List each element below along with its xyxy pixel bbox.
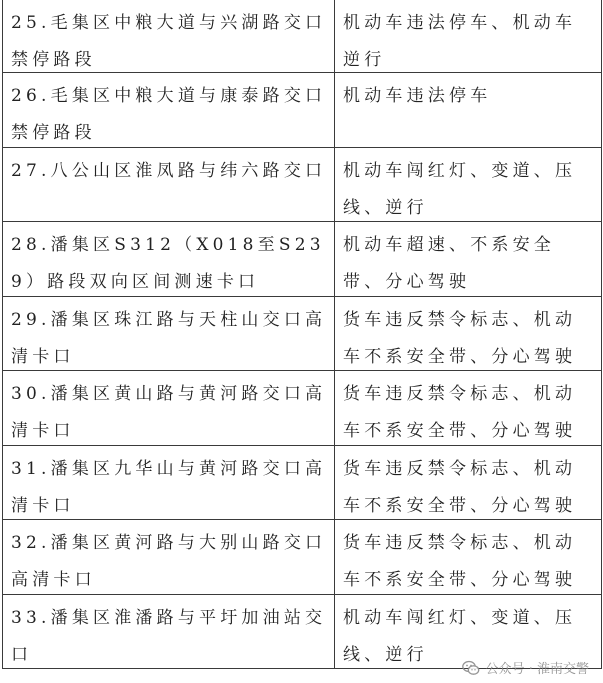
table-row [3,371,601,446]
violation-cell: 货车违反禁令标志、机动车不系安全带、分心驾驶 [343,533,577,590]
wechat-watermark [462,658,589,677]
location-cell: 25.毛集区中粮大道与兴湖路交口禁停路段 [3,0,335,72]
violation-cell: 货车违反禁令标志、机动车不系安全带、分心驾驶 [343,458,577,516]
violation-cell: 机动车违法停车、机动车逆行 [343,12,577,70]
location-cell: 31.潘集区九华山与黄河路交口高清卡口 [3,446,335,520]
location-cell: 26.毛集区中粮大道与康泰路交口禁停路段 [3,73,335,147]
table-row [3,222,601,297]
location-cell: 29.潘集区珠江路与天柱山交口高清卡口 [3,297,335,371]
checkpoint-table [2,0,602,669]
violation-cell: 机动车超速、不系安全带、分心驾驶 [343,235,555,292]
table-row [3,520,601,595]
violation-cell: 货车违反禁令标志、机动车不系安全带、分心驾驶 [343,384,577,441]
violation-cell: 机动车闯红灯、变道、压线、逆行 [343,160,577,218]
violation-cell: 货车违反禁令标志、机动车不系安全带、分心驾驶 [343,309,577,367]
location-cell: 28.潘集区S312（X018至S239）路段双向区间测速卡口 [3,222,335,296]
table-row [3,148,601,223]
location-cell: 33.潘集区淮潘路与平圩加油站交口 [3,595,335,669]
wechat-icon [462,660,480,676]
table-row [3,297,601,372]
location-cell: 32.潘集区黄河路与大别山路交口高清卡口 [3,520,335,594]
location-cell: 27.八公山区淮凤路与纬六路交口 [3,148,335,222]
watermark-text: 公众号 · 淮南交警 [485,662,589,677]
table-row [3,0,601,73]
violation-cell: 机动车闯红灯、变道、压线、逆行 [343,607,577,665]
location-cell: 30.潘集区黄山路与黄河路交口高清卡口 [3,371,335,445]
table-row [3,446,601,521]
table-row [3,73,601,148]
violation-cell: 机动车违法停车 [343,86,492,106]
